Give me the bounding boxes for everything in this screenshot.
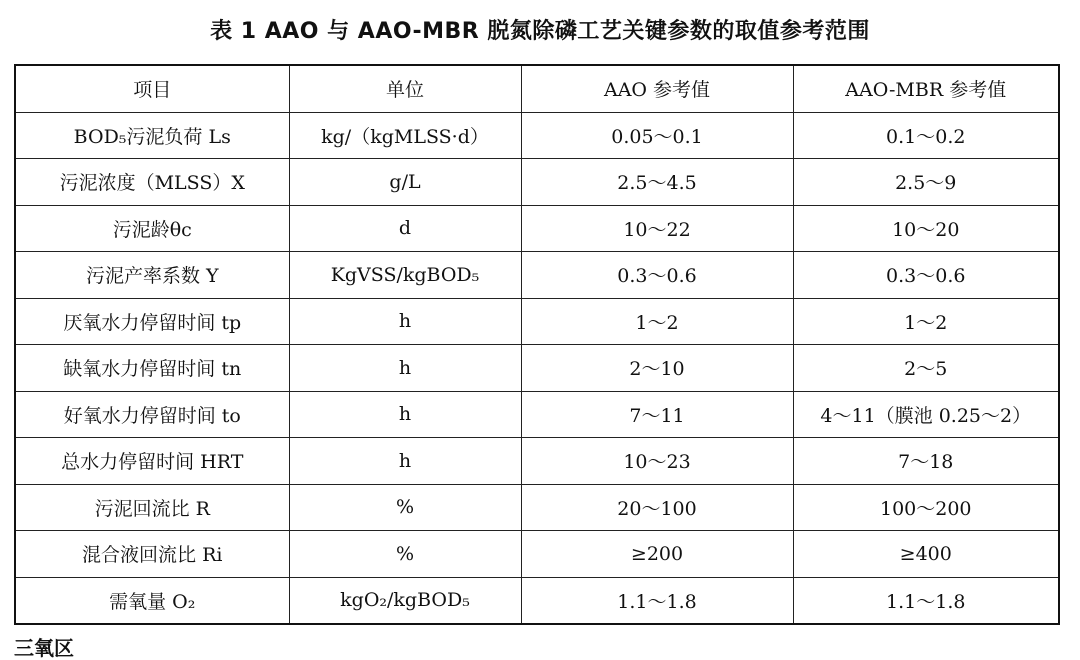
- cell-aao-mbr: 10～20: [793, 205, 1059, 252]
- cell-item: 厌氧水力停留时间 tp: [15, 298, 289, 345]
- next-section-heading: 三氧区: [14, 636, 74, 660]
- cell-unit: g/L: [289, 159, 521, 206]
- cell-aao-mbr: 2.5～9: [793, 159, 1059, 206]
- cell-aao-mbr: 0.3～0.6: [793, 252, 1059, 299]
- cell-item: 污泥龄θc: [15, 205, 289, 252]
- cell-aao-mbr: 7～18: [793, 438, 1059, 485]
- cell-aao-mbr: 1～2: [793, 298, 1059, 345]
- cell-aao: 7～11: [521, 391, 793, 438]
- table-header-row: [15, 65, 1059, 112]
- table-row: [15, 298, 1059, 345]
- cell-item: BOD₅污泥负荷 Ls: [15, 112, 289, 159]
- parameter-table: [14, 64, 1060, 625]
- table-row: [15, 531, 1059, 578]
- cell-unit: kg/（kgMLSS·d）: [289, 112, 521, 159]
- cell-unit: %: [289, 484, 521, 531]
- cell-item: 总水力停留时间 HRT: [15, 438, 289, 485]
- cell-aao-mbr: ≥400: [793, 531, 1059, 578]
- cell-unit: h: [289, 438, 521, 485]
- cell-aao: 10～23: [521, 438, 793, 485]
- cell-item: 污泥产率系数 Y: [15, 252, 289, 299]
- cell-aao-mbr: 0.1～0.2: [793, 112, 1059, 159]
- cell-unit: KgVSS/kgBOD₅: [289, 252, 521, 299]
- cell-item: 污泥回流比 R: [15, 484, 289, 531]
- cell-aao: 0.3～0.6: [521, 252, 793, 299]
- table-row: [15, 484, 1059, 531]
- table-row: [15, 345, 1059, 392]
- cell-aao: 20～100: [521, 484, 793, 531]
- cell-aao-mbr: 100～200: [793, 484, 1059, 531]
- cell-unit: h: [289, 345, 521, 392]
- header-aao-mbr: AAO-MBR 参考值: [793, 65, 1059, 112]
- cell-unit: h: [289, 298, 521, 345]
- table-row: [15, 205, 1059, 252]
- cell-aao: 1～2: [521, 298, 793, 345]
- header-aao: AAO 参考值: [521, 65, 793, 112]
- table-row: [15, 438, 1059, 485]
- header-unit: 单位: [289, 65, 521, 112]
- cell-unit: kgO₂/kgBOD₅: [289, 577, 521, 624]
- cell-aao: 2～10: [521, 345, 793, 392]
- cell-unit: %: [289, 531, 521, 578]
- cell-aao-mbr: 1.1～1.8: [793, 577, 1059, 624]
- cell-aao: 10～22: [521, 205, 793, 252]
- table-row: [15, 577, 1059, 624]
- cell-item: 需氧量 O₂: [15, 577, 289, 624]
- table-row: [15, 252, 1059, 299]
- table-caption: 表 1 AAO 与 AAO-MBR 脱氮除磷工艺关键参数的取值参考范围: [210, 19, 870, 44]
- cell-aao-mbr: 4～11（膜池 0.25～2）: [793, 391, 1059, 438]
- cell-unit: h: [289, 391, 521, 438]
- cell-item: 好氧水力停留时间 to: [15, 391, 289, 438]
- cell-item: 缺氧水力停留时间 tn: [15, 345, 289, 392]
- cell-aao: ≥200: [521, 531, 793, 578]
- table-row: [15, 159, 1059, 206]
- table-row: [15, 112, 1059, 159]
- header-item: 项目: [15, 65, 289, 112]
- cell-item: 混合液回流比 Ri: [15, 531, 289, 578]
- table-row: [15, 391, 1059, 438]
- cell-aao: 0.05～0.1: [521, 112, 793, 159]
- cell-unit: d: [289, 205, 521, 252]
- cell-aao: 1.1～1.8: [521, 577, 793, 624]
- cell-item: 污泥浓度（MLSS）X: [15, 159, 289, 206]
- cell-aao: 2.5～4.5: [521, 159, 793, 206]
- cell-aao-mbr: 2～5: [793, 345, 1059, 392]
